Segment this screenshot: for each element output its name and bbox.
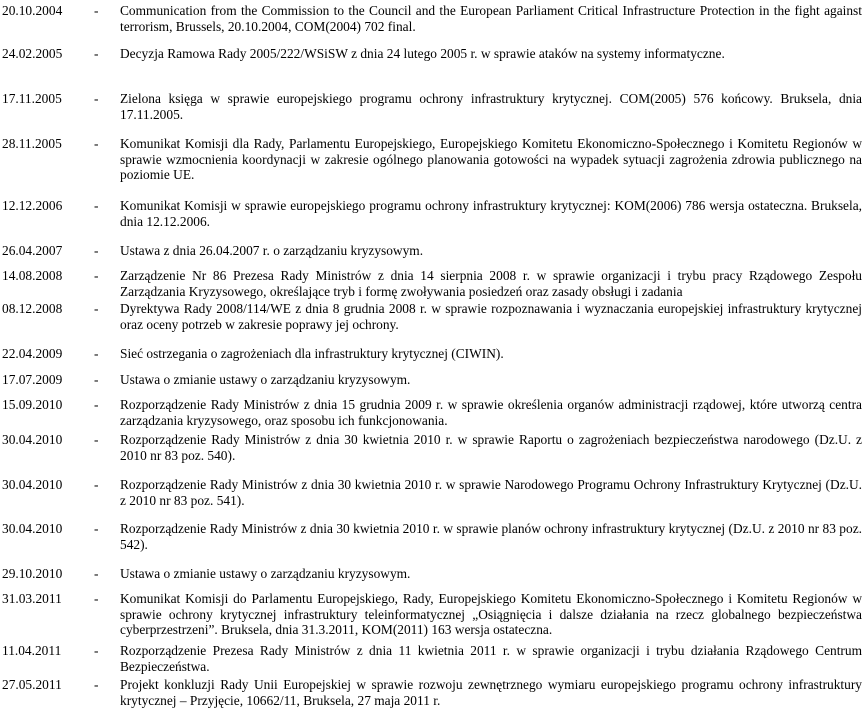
entry-date: 26.04.2007 [2,243,63,258]
entry-text: Rozporządzenie Rady Ministrów z dnia 30 kwietnia 2010 r. w sprawie Raportu o zagrożeniach bezpieczeństwa narodowego (Dz.U. z 2010 nr 83 poz. 540). [120,432,862,463]
entry-date: 24.02.2005 [2,46,63,61]
entry-text: Rozporządzenie Rady Ministrów z dnia 30 kwietnia 2010 r. w sprawie Narodowego Programu Ochrony Infrastruktury Krytycznej (Dz.U. z 2010 nr 83 poz. 541). [120,477,862,508]
entry-text: Sieć ostrzegania o zagrożeniach dla infrastruktury krytycznej (CIWIN). [120,346,504,361]
entry-date: 17.07.2009 [2,372,63,387]
entry-dash: - [94,136,99,151]
entry-text: Komunikat Komisji do Parlamentu Europejskiego, Rady, Europejskiego Komitetu Ekonomiczno-Społecznego i Komitetu Regionów w sprawie ochrony krytycznej infrastruktury teleinformatycznej „Osiągnięcia i dalsze działania na rzecz globalnego bezpieczeństwa cyberprzestrzeni”. Bruksela, dnia 31.3.2011, KOM(2011) 163 wersja ostateczna. [120,591,862,637]
entry-dash: - [94,268,99,283]
entry-dash: - [94,301,99,316]
entry-text: Dyrektywa Rady 2008/114/WE z dnia 8 grudnia 2008 r. w sprawie rozpoznawania i wyznaczania europejskiej infrastruktury krytycznej oraz oceny potrzeb w zakresie poprawy jej ochrony. [120,301,862,332]
entry-date: 28.11.2005 [2,136,62,151]
entry-date: 30.04.2010 [2,432,63,447]
entry-dash: - [94,591,99,606]
entry-text: Ustawa z dnia 26.04.2007 r. o zarządzaniu kryzysowym. [120,243,424,258]
entry-text: Rozporządzenie Rady Ministrów z dnia 30 kwietnia 2010 r. w sprawie planów ochrony infrastruktury krytycznej (Dz.U. z 2010 nr 83 poz. 542). [120,521,862,552]
entry-dash: - [94,643,99,658]
entry-date: 14.08.2008 [2,268,63,283]
entry-text: Zielona księga w sprawie europejskiego programu ochrony infrastruktury krytycznej. COM(2005) 576 końcowy. Bruksela, dnia 17.11.2005. [120,91,862,122]
entry-dash: - [94,91,99,106]
entry-text: Komunikat Komisji w sprawie europejskiego programu ochrony infrastruktury krytycznej: KOM(2006) 786 wersja ostateczna. Bruksela, dnia 12.12.2006. [120,198,862,229]
entry-dash: - [94,46,99,61]
entry-text: Communication from the Commission to the Council and the European Parliament Critical Infrastructure Protection in the fight against terrorism, Brussels, 20.10.2004, COM(2004) 702 final. [120,3,862,34]
entry-date: 08.12.2008 [2,301,63,316]
entry-text: Komunikat Komisji dla Rady, Parlamentu Europejskiego, Europejskiego Komitetu Ekonomiczno-Społecznego i Komitetu Regionów w sprawie wzmocnienia koordynacji w zakresie ogólnego planowania gotowości na wypadek sytuacji zagrożenia zdrowia publicznego na poziomie UE. [120,136,862,182]
entry-dash: - [94,477,99,492]
entry-date: 29.10.2010 [2,566,63,581]
entry-dash: - [94,397,99,412]
entry-date: 15.09.2010 [2,397,63,412]
entry-dash: - [94,521,99,536]
entry-date: 30.04.2010 [2,477,63,492]
entry-date: 30.04.2010 [2,521,63,536]
entry-date: 27.05.2011 [2,677,62,692]
entry-text: Decyzja Ramowa Rady 2005/222/WSiSW z dnia 24 lutego 2005 r. w sprawie ataków na systemy informatyczne. [120,46,725,61]
entry-date: 12.12.2006 [2,198,63,213]
entry-dash: - [94,198,99,213]
entry-text: Ustawa o zmianie ustawy o zarządzaniu kryzysowym. [120,372,411,387]
entry-dash: - [94,3,99,18]
entry-text: Rozporządzenie Rady Ministrów z dnia 15 grudnia 2009 r. w sprawie określenia organów administracji rządowej, które utworzą centra zarządzania kryzysowego, oraz sposobu ich funkcjonowania. [120,397,862,428]
entry-dash: - [94,566,99,581]
entry-dash: - [94,677,99,692]
entry-text: Projekt konkluzji Rady Unii Europejskiej w sprawie rozwoju zewnętrznego wymiaru europejskiego programu ochrony infrastruktury krytycznej – Przyjęcie, 10662/11, Bruksela, 27 maja 2011 r. [120,677,862,708]
entry-text: Ustawa o zmianie ustawy o zarządzaniu kryzysowym. [120,566,411,581]
entry-text: Zarządzenie Nr 86 Prezesa Rady Ministrów z dnia 14 sierpnia 2008 r. w sprawie organizacji i trybu pracy Rządowego Zespołu Zarządzania Kryzysowego, określające tryb i formę zwoływania posiedzeń oraz zasady obsługi i zadania [120,268,862,299]
entry-dash: - [94,346,99,361]
entry-dash: - [94,243,99,258]
entry-date: 17.11.2005 [2,91,62,106]
entry-date: 31.03.2011 [2,591,62,606]
entry-dash: - [94,432,99,447]
entry-dash: - [94,372,99,387]
entry-date: 11.04.2011 [2,643,62,658]
entry-date: 22.04.2009 [2,346,63,361]
entry-text: Rozporządzenie Prezesa Rady Ministrów z dnia 11 kwietnia 2011 r. w sprawie organizacji i trybu działania Rządowego Centrum Bezpieczeństwa. [120,643,862,674]
entry-date: 20.10.2004 [2,3,63,18]
